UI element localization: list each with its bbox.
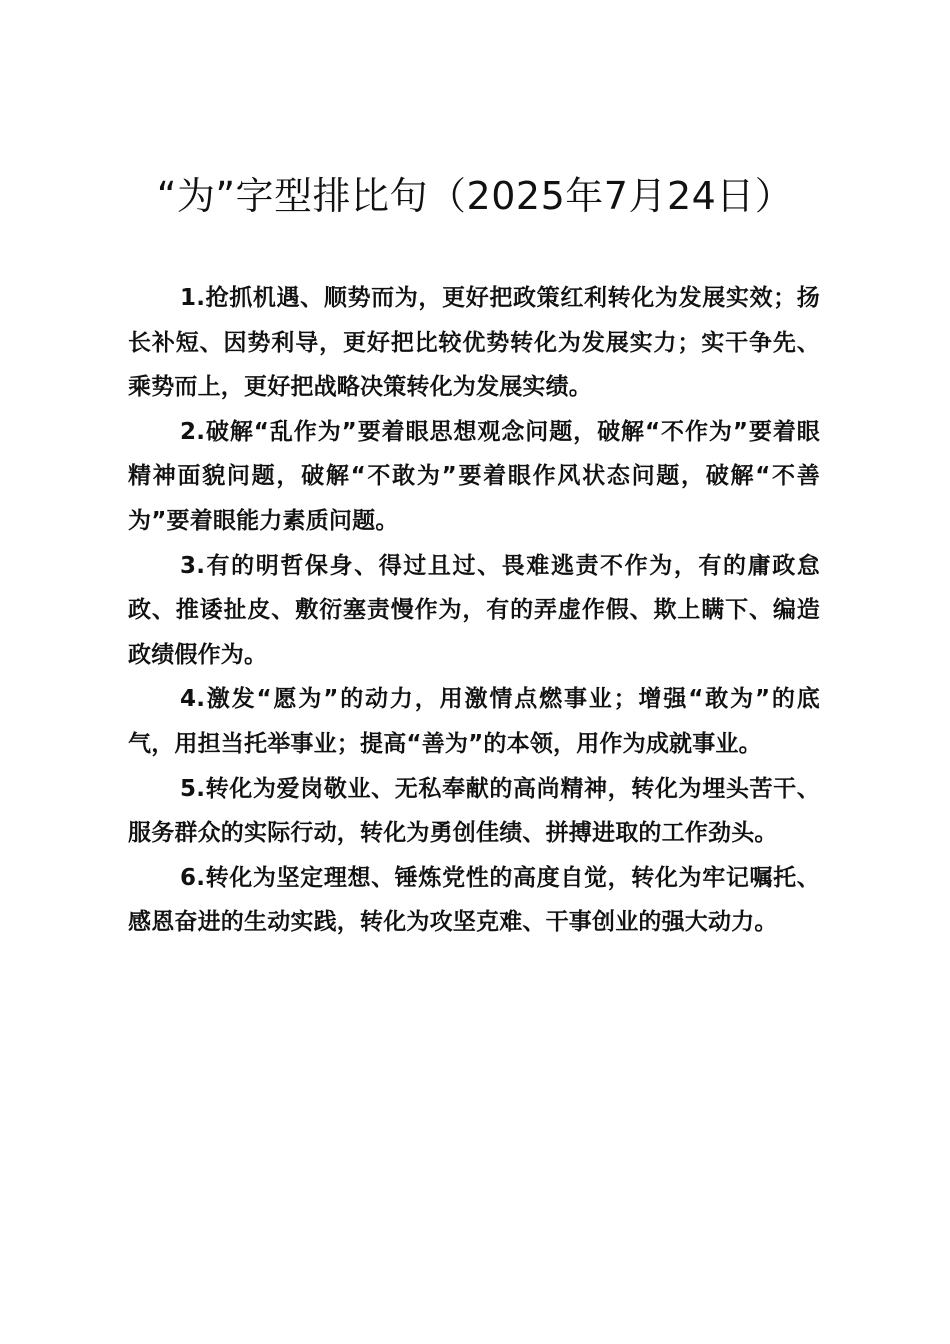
document-body: [128, 276, 820, 945]
paragraph-1: 1.抢抓机遇、顺势而为，更好把政策红利转化为发展实效；扬长补短、因势利导，更好把比较优势转化为发展实力；实干争先、乘势而上，更好把战略决策转化为发展实绩。: [128, 285, 820, 401]
paragraph-4: 4.激发“愿为”的动力，用激情点燃事业；增强“敢为”的底气，用担当托举事业；提高“善为”的本领，用作为成就事业。: [128, 686, 820, 757]
paragraph-2: 2.破解“乱作为”要着眼思想观念问题，破解“不作为”要着眼精神面貌问题，破解“不敢为”要着眼作风状态问题，破解“不善为”要着眼能力素质问题。: [128, 418, 820, 534]
paragraph-5: 5.转化为爱岗敬业、无私奉献的高尚精神，转化为埋头苦干、服务群众的实际行动，转化为勇创佳绩、拼搏进取的工作劲头。: [128, 775, 820, 847]
paragraph-3: 3.有的明哲保身、得过且过、畏难逃责不作为，有的庸政怠政、推诿扯皮、敷衍塞责慢作为，有的弄虚作假、欺上瞒下、编造政绩假作为。: [128, 552, 820, 668]
paragraph-6: 6.转化为坚定理想、锤炼党性的高度自觉，转化为牢记嘱托、感恩奋进的生动实践，转化为攻坚克难、干事创业的强大动力。: [128, 864, 820, 936]
document-title: “为”字型排比句（2025年7月24日）: [156, 174, 794, 218]
